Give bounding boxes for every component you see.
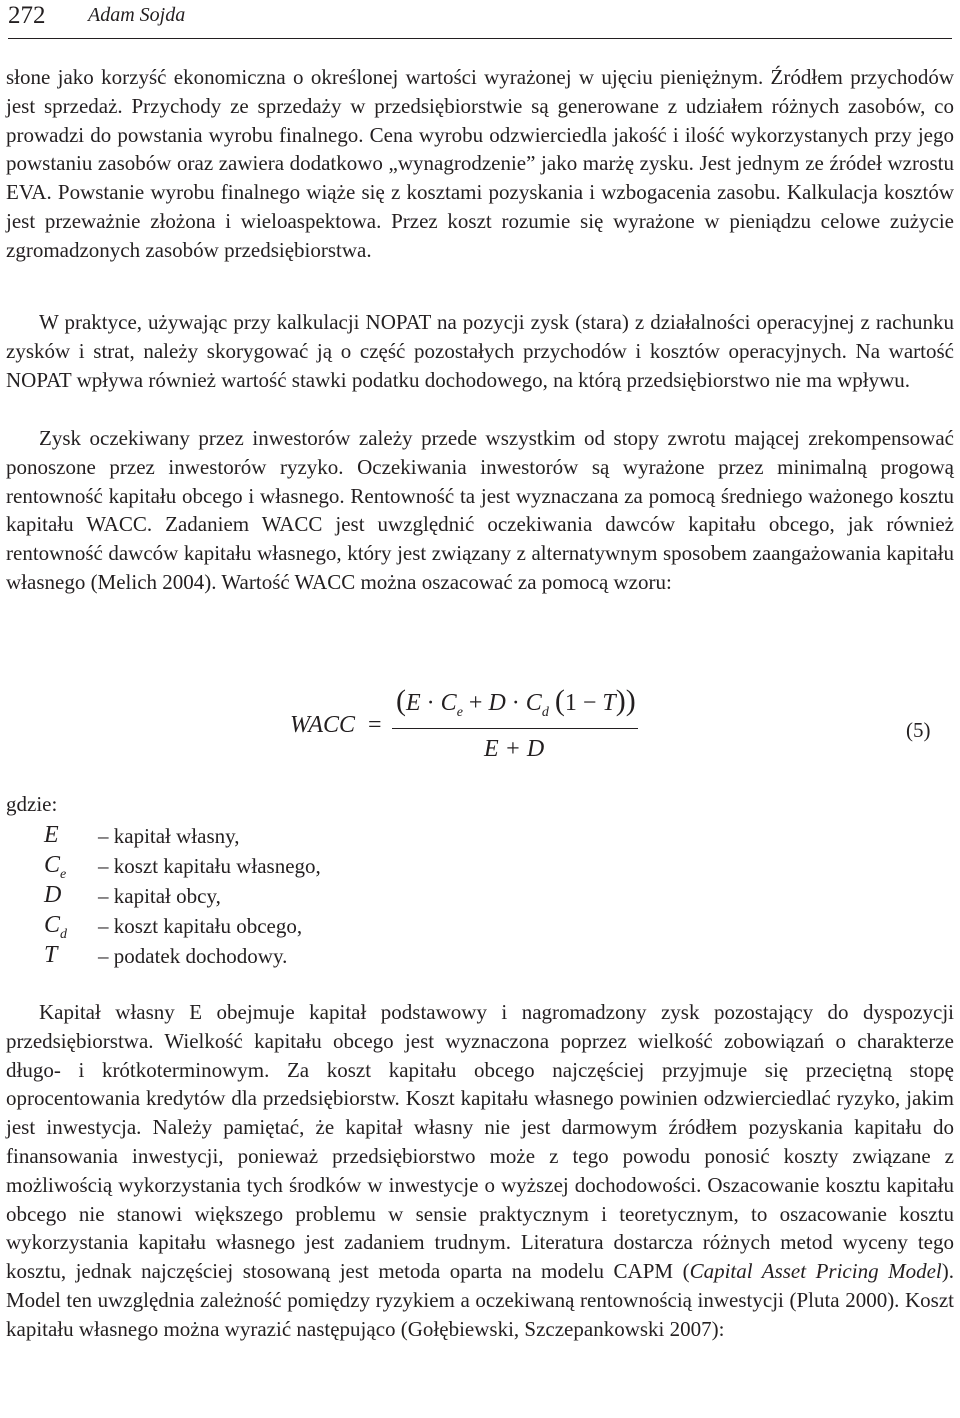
definition-item (44, 824, 544, 854)
paragraph-revenue: słone jako korzyść ekonomiczna o określonej wartości wyrażonej w ujęciu pieniężnym. Źródłem przychodów jest sprzedaż. Przychody ze sprzedaży w przedsiębiorstwie są generowane z udziałem różnych zasobów, co prowadzi do powstania wyrobu finalnego. Cena wyrobu odzwierciedla jakość i ilość wykorzystanych przy jego powstaniu zasobów oraz zawiera dodatkowo „wynagrodzenie” jako marżę zysku. Jest jednym ze źródeł wzrostu EVA. Powstanie wyrobu finalnego wiąże się z kosztami pozyskania i wzbogacenia zasobu. Kalkulacja kosztów jest przeważnie złożona i wieloaspektowa. Przez koszt rozumie się wyrażone w pieniądzu celowe zużycie zgromadzonych zasobów przedsiębiorstwa. (6, 65, 954, 262)
paragraph-nopat: W praktyce, używając przy kalkulacji NOPAT na pozycji zysk (stara) z działalności operacyjnej z rachunku zysków i strat, należy skorygować ją o część pozostałych przychodów i kosztów operacyjnych. Na wartość NOPAT wpływa również wartość stawki podatku dochodowego, na którą przedsiębiorstwo nie ma wpływu. (6, 310, 954, 392)
definition-item (44, 854, 544, 884)
header-rule (8, 38, 952, 39)
definition-symbol: D (44, 882, 62, 908)
definitions-label: gdzie: (6, 792, 58, 816)
definition-text: – kapitał obcy, (98, 884, 221, 908)
fraction-bar (392, 728, 638, 729)
definition-symbol: $C_d$ (44, 912, 68, 942)
definition-symbol: $C_e$ (44, 852, 67, 882)
formula-denominator: E + D (484, 736, 545, 762)
definition-text: – kapitał własny, (98, 824, 240, 848)
definition-symbol: E (44, 822, 59, 848)
capm-term: Capital Asset Pricing Model (689, 1259, 942, 1284)
definition-symbol: T (44, 942, 58, 968)
page-number: 272 (8, 2, 46, 29)
definition-text: – podatek dochodowy. (98, 944, 288, 968)
running-head-author: Adam Sojda (88, 4, 186, 26)
definition-item (44, 944, 544, 974)
equation-number: (5) (906, 718, 931, 742)
definition-text: – koszt kapitału obcego, (98, 914, 303, 938)
paragraph-equity: Kapitał własny E obejmuje kapitał podstawowy i nagromadzony zysk pozostający do dyspozycji przedsiębiorstwa. Wielkość kapitału obcego jest wyznaczona poprzez wielkość zobowiązań o charakterze długo- i krótkoterminowym. Za koszt kapitału obcego najczęściej przyjmuje się przeciętną stopę oprocentowania kredytów dla przedsiębiorstw. Koszt kapitału własnego powinien odzwierciedlać ryzyko, jakim jest inwestycja. Należy pamiętać, że kapitał własny nie jest darmowym źródłem pozyskania kapitału do finansowania inwestycji, ponieważ przedsiębiorstwo może z tego powodu ponosić koszty związane z możliwością wykorzystania tych środków w inwestycje o wyższej dochodowości. Oszacowanie kosztu kapitału obcego nie stanowi większego problemu w sensie praktycznym i teoretycznym, to oszacowanie kosztu wykorzystania kapitału własnego jest zadaniem trudnym. Literatura dostarcza różnych metod wyceny tego kosztu, jednak najczęściej stosowaną jest metoda oparta na modelu CAPM (Capital Asset Pricing Model). Model ten uwzględnia zależność pomiędzy ryzykiem a oczekiwaną rentownością inwestycji (Pluta 2000). Koszt kapitału własnego można wyrazić następująco (Gołębiewski, Szczepankowski 2007): (6, 1000, 954, 1341)
formula-numerator: ($E \cdot C_e + D \cdot C_d$ (1 − T)) (396, 684, 636, 720)
formula-equals: = (368, 712, 382, 738)
page-header (8, 0, 952, 40)
definition-item (44, 914, 544, 944)
wacc-formula (0, 670, 960, 780)
definition-text: – koszt kapitału własnego, (98, 854, 321, 878)
formula-lhs: WACC (290, 712, 355, 738)
definitions-list (44, 824, 544, 974)
definition-item (44, 884, 544, 914)
paragraph-wacc: Zysk oczekiwany przez inwestorów zależy przede wszystkim od stopy zwrotu mającej zrekompensować ponoszone przez inwestorów ryzyko. Oczekiwania inwestorów są wyrażone przez minimalną progową rentowność kapitału obcego i własnego. Rentowność ta jest wyznaczana za pomocą średniego ważonego kosztu kapitału WACC. Zadaniem WACC jest uwzględnić oczekiwania dawców kapitału obcego, jak również rentowność dawców kapitału własnego, który jest związany z alternatywnym sposobem zaangażowania kapitału własnego (Melich 2004). Wartość WACC można oszacować za pomocą wzoru: (6, 426, 954, 594)
